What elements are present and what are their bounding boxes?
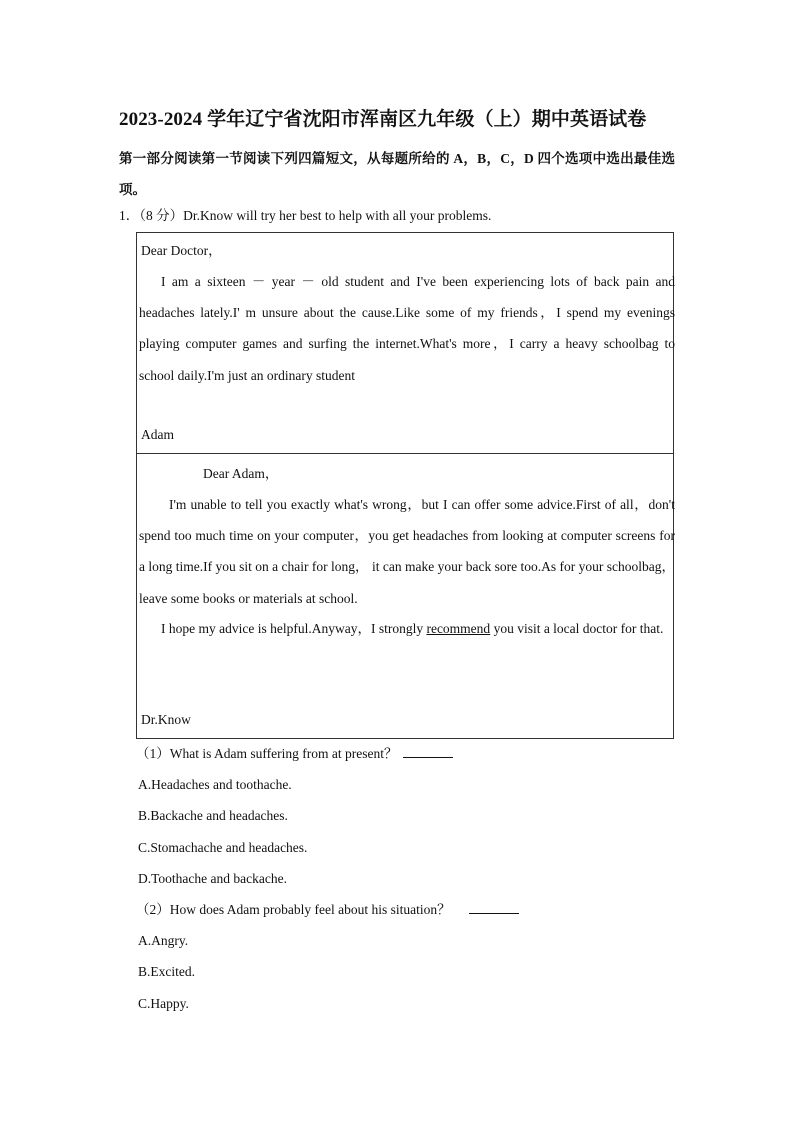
closing-text-end: you visit a local doctor for that. xyxy=(490,621,664,636)
exam-title: 2023-2024 学年辽宁省沈阳市浑南区九年级（上）期中英语试卷 xyxy=(119,109,647,130)
letter-greeting: Dear Adam， xyxy=(203,466,279,481)
letter-signature: Dr.Know xyxy=(141,711,191,727)
closing-text-start: I hope my advice is helpful.Anyway，I strongly xyxy=(161,621,427,636)
option-a: A.Angry. xyxy=(138,933,189,948)
sub-question-2 xyxy=(136,900,519,920)
option-b: B.Backache and headaches. xyxy=(138,808,288,823)
section-instructions: 第一部分阅读第一节阅读下列四篇短文，从每题所给的 A，B，C，D 四个选项中选出最佳选项。 xyxy=(119,151,675,197)
letter-from-adam xyxy=(136,232,674,454)
option-c: C.Happy. xyxy=(138,996,189,1011)
letter-from-dr-know xyxy=(136,453,674,739)
sub-question-prompt: （1）What is Adam suffering from at present？ xyxy=(136,746,398,761)
sub-question-1 xyxy=(136,744,453,764)
option-c: C.Stomachache and headaches. xyxy=(138,840,308,855)
option-b: B.Excited. xyxy=(138,964,195,979)
letter-greeting: Dear Doctor， xyxy=(141,243,222,258)
option-a: A.Headaches and toothache. xyxy=(138,777,292,792)
sub-question-prompt: （2）How does Adam probably feel about his situation？ xyxy=(136,902,451,917)
answer-blank[interactable] xyxy=(469,901,519,914)
question-heading: 1．（8 分）Dr.Know will try her best to help with all your problems. xyxy=(119,208,492,223)
letter-body-closing xyxy=(137,613,677,644)
letter-signature: Adam xyxy=(141,426,174,442)
answer-blank[interactable] xyxy=(403,745,453,758)
option-d: D.Toothache and backache. xyxy=(138,871,287,886)
underlined-word: recommend xyxy=(426,621,491,636)
letter-body: I am a sixteen － year － old student and I've been experiencing lots of back pain and headaches lately.I' m unsure about the cause.Like some of my friends，I spend my evenings playing computer games and surfing the internet.What's more，I carry a heavy schoolbag to school daily.I'm just an ordinary student xyxy=(139,274,675,383)
letter-body: I'm unable to tell you exactly what's wrong，but I can offer some advice.First of all，don't spend too much time on your computer，you get headaches from looking at computer screens for a long time.If you sit on a chair for long， it can make your back sore too.As for your schoolbag，leave some books or materials at school. xyxy=(139,497,675,606)
